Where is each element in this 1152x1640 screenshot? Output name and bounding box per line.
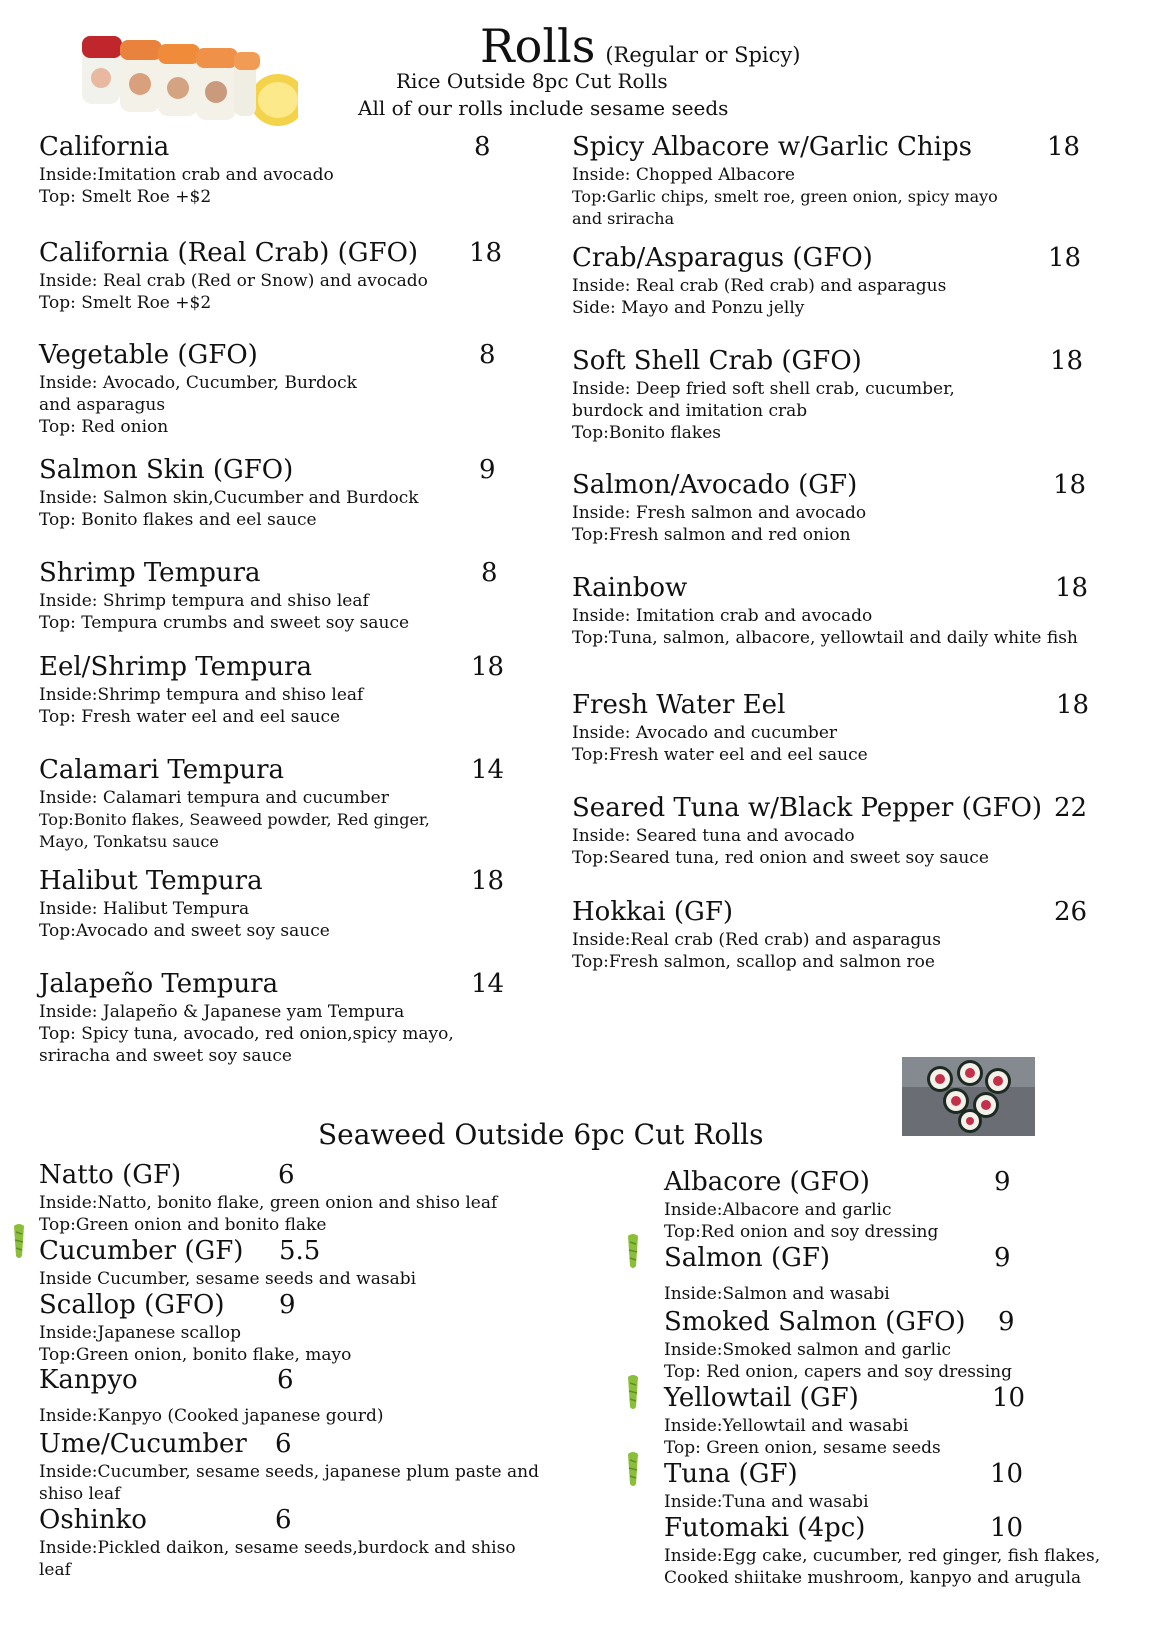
- menu-item-kanpyo: [39, 1365, 579, 1427]
- item-desc-line: burdock and imitation crab: [572, 401, 808, 421]
- item-name: Jalapeño Tempura: [39, 969, 279, 999]
- menu-item-soft-shell-crab: [572, 346, 1112, 444]
- item-price: 9: [998, 1307, 1015, 1337]
- item-desc-line: and asparagus: [39, 395, 166, 415]
- item-price: 10: [990, 1459, 1024, 1489]
- item-desc-line: Top:Fresh salmon and red onion: [572, 525, 851, 545]
- item-desc-line: Inside:Egg cake, cucumber, red ginger, fish flakes,: [664, 1546, 1101, 1566]
- menu-item-smoked-salmon: [664, 1307, 1124, 1383]
- item-price: 9: [994, 1243, 1011, 1273]
- item-desc-line: Inside:Real crab (Red crab) and asparagus: [572, 930, 941, 950]
- item-price: 8: [479, 340, 496, 370]
- item-desc-line: Inside:Salmon and wasabi: [664, 1284, 890, 1304]
- item-name: Vegetable (GFO): [39, 340, 258, 370]
- item-price: 5.5: [279, 1236, 321, 1266]
- item-desc-line: Inside: Fresh salmon and avocado: [572, 503, 867, 523]
- menu-item-seared-tuna: [572, 793, 1112, 869]
- menu-item-salmon: [664, 1243, 1124, 1305]
- item-name: California: [39, 132, 170, 162]
- item-desc-line: Top:Green onion, bonito flake, mayo: [39, 1345, 352, 1365]
- item-name: Natto (GF): [39, 1160, 182, 1190]
- item-desc-line: leaf: [39, 1560, 71, 1580]
- item-desc-line: Top: Tempura crumbs and sweet soy sauce: [39, 613, 410, 633]
- item-price: 9: [479, 455, 496, 485]
- item-name: Oshinko: [39, 1505, 147, 1535]
- item-desc-line: Inside: Halibut Tempura: [39, 899, 250, 919]
- item-desc-line: Top:Fresh water eel and eel sauce: [572, 745, 868, 765]
- item-name: Smoked Salmon (GFO): [664, 1307, 966, 1337]
- item-desc-line: Inside: Deep fried soft shell crab, cucumber,: [572, 379, 955, 399]
- item-name: Futomaki (4pc): [664, 1513, 866, 1543]
- item-price: 8: [481, 558, 498, 588]
- item-desc-line: Top: Fresh water eel and eel sauce: [39, 707, 341, 727]
- menu-item-salmon-avocado: [572, 470, 1112, 546]
- item-desc-line: Top:Avocado and sweet soy sauce: [39, 921, 330, 941]
- item-price: 6: [278, 1160, 295, 1190]
- item-name: Scallop (GFO): [39, 1290, 225, 1320]
- menu-item-futomaki: [664, 1513, 1144, 1589]
- item-desc-line: Inside:Kanpyo (Cooked japanese gourd): [39, 1406, 384, 1426]
- item-desc-line: Inside:Albacore and garlic: [664, 1200, 892, 1220]
- title-text: Rolls: [480, 19, 596, 73]
- item-price: 18: [469, 238, 503, 268]
- item-desc-line: Top: Red onion: [39, 417, 169, 437]
- menu-item-california: [39, 132, 499, 208]
- item-desc-line: Top:Garlic chips, smelt roe, green onion, spicy mayo: [572, 187, 998, 206]
- item-name: Crab/Asparagus (GFO): [572, 243, 873, 273]
- item-name: Tuna (GF): [664, 1459, 798, 1489]
- item-desc-line: Top: Red onion, capers and soy dressing: [664, 1362, 1013, 1382]
- item-desc-line: Inside Cucumber, sesame seeds and wasabi: [39, 1269, 417, 1289]
- item-name: Fresh Water Eel: [572, 690, 786, 720]
- wasabi-icon: [10, 1222, 28, 1260]
- item-desc-line: sriracha and sweet soy sauce: [39, 1046, 292, 1066]
- item-desc-line: and sriracha: [572, 209, 675, 228]
- item-name: Salmon (GF): [664, 1243, 831, 1273]
- item-desc-line: Inside: Jalapeño & Japanese yam Tempura: [39, 1002, 405, 1022]
- item-desc-line: Top:Bonito flakes, Seaweed powder, Red ginger,: [39, 810, 430, 829]
- menu-item-yellowtail: [664, 1383, 1124, 1459]
- item-desc-line: Inside: Avocado, Cucumber, Burdock: [39, 373, 357, 393]
- seaweed-section-title: Seaweed Outside 6pc Cut Rolls: [318, 1118, 764, 1151]
- item-desc-line: Inside: Real crab (Red or Snow) and avocado: [39, 271, 428, 291]
- item-desc-line: Top: Green onion, sesame seeds: [664, 1438, 941, 1458]
- menu-item-vegetable: [39, 340, 509, 438]
- item-desc-line: Inside:Yellowtail and wasabi: [664, 1416, 909, 1436]
- item-desc-line: Inside: Avocado and cucumber: [572, 723, 838, 743]
- item-name: Rainbow: [572, 573, 688, 603]
- item-desc-line: Inside:Natto, bonito flake, green onion and shiso leaf: [39, 1193, 498, 1213]
- item-name: Soft Shell Crab (GFO): [572, 346, 862, 376]
- wasabi-icon: [624, 1450, 642, 1488]
- item-name: Salmon Skin (GFO): [39, 455, 294, 485]
- item-price: 22: [1054, 793, 1088, 823]
- item-price: 6: [275, 1429, 292, 1459]
- item-desc-line: Inside: Chopped Albacore: [572, 165, 795, 185]
- menu-item-scallop: [39, 1290, 579, 1366]
- menu-item-albacore: [664, 1167, 1124, 1243]
- item-price: 6: [277, 1365, 294, 1395]
- header-line-1: Rice Outside 8pc Cut Rolls: [396, 69, 668, 93]
- title-subtitle: (Regular or Spicy): [605, 43, 801, 67]
- item-name: Seared Tuna w/Black Pepper (GFO): [572, 793, 1043, 823]
- item-desc-line: Inside: Real crab (Red crab) and asparagus: [572, 276, 947, 296]
- item-name: Kanpyo: [39, 1365, 138, 1395]
- menu-item-fresh-water-eel: [572, 690, 1112, 766]
- menu-item-spicy-albacore: [572, 132, 1112, 230]
- item-desc-line: shiso leaf: [39, 1484, 121, 1504]
- item-price: 18: [1047, 132, 1081, 162]
- item-price: 10: [992, 1383, 1026, 1413]
- item-desc-line: Inside:Tuna and wasabi: [664, 1492, 869, 1512]
- menu-item-salmon-skin: [39, 455, 509, 531]
- menu-item-crab-asparagus: [572, 243, 1112, 319]
- menu-item-tuna: [664, 1459, 1124, 1513]
- item-desc-line: Inside:Cucumber, sesame seeds, japanese plum paste and: [39, 1462, 539, 1482]
- menu-item-oshinko: [39, 1505, 599, 1581]
- item-name: Spicy Albacore w/Garlic Chips: [572, 132, 972, 162]
- item-desc-line: Top:Bonito flakes: [572, 423, 722, 443]
- menu-item-hokkai: [572, 897, 1112, 973]
- item-price: 18: [1048, 243, 1082, 273]
- item-name: Calamari Tempura: [39, 755, 285, 785]
- item-desc-line: Inside:Pickled daikon, sesame seeds,burdock and shiso: [39, 1538, 516, 1558]
- item-name: Salmon/Avocado (GF): [572, 470, 858, 500]
- item-name: Hokkai (GF): [572, 897, 734, 927]
- item-desc-line: Top:Red onion and soy dressing: [664, 1222, 939, 1242]
- item-desc-line: Top: Bonito flakes and eel sauce: [39, 510, 317, 530]
- item-desc-line: Inside:Imitation crab and avocado: [39, 165, 334, 185]
- item-name: Albacore (GFO): [664, 1167, 870, 1197]
- item-price: 6: [275, 1505, 292, 1535]
- item-desc-line: Inside: Shrimp tempura and shiso leaf: [39, 591, 369, 611]
- item-price: 9: [994, 1167, 1011, 1197]
- item-desc-line: Top:Seared tuna, red onion and sweet soy sauce: [572, 848, 989, 868]
- item-price: 18: [1056, 690, 1090, 720]
- item-name: Yellowtail (GF): [664, 1383, 859, 1413]
- item-desc-line: Inside:Japanese scallop: [39, 1323, 242, 1343]
- item-desc-line: Side: Mayo and Ponzu jelly: [572, 298, 805, 318]
- item-name: Ume/Cucumber: [39, 1429, 247, 1459]
- header-line-2: All of our rolls include sesame seeds: [358, 96, 729, 120]
- wasabi-icon: [624, 1232, 642, 1270]
- menu-item-ume-cucumber: [39, 1429, 599, 1505]
- item-desc-line: Inside: Salmon skin,Cucumber and Burdock: [39, 488, 419, 508]
- item-price: 18: [471, 866, 505, 896]
- menu-item-california-real-crab: [39, 238, 519, 314]
- item-price: 26: [1054, 897, 1088, 927]
- item-price: 18: [1055, 573, 1089, 603]
- item-name: Cucumber (GF): [39, 1236, 244, 1266]
- item-desc-line: Mayo, Tonkatsu sauce: [39, 832, 219, 851]
- item-desc-line: Top: Smelt Roe +$2: [39, 293, 212, 313]
- item-price: 18: [1053, 470, 1087, 500]
- item-desc-line: Top:Tuna, salmon, albacore, yellowtail and daily white fish: [572, 628, 1078, 648]
- menu-item-rainbow: [572, 573, 1132, 649]
- item-desc-line: Top: Smelt Roe +$2: [39, 187, 212, 207]
- item-desc-line: Inside: Calamari tempura and cucumber: [39, 788, 389, 808]
- item-desc-line: Inside:Smoked salmon and garlic: [664, 1340, 952, 1360]
- item-desc-line: Inside:Shrimp tempura and shiso leaf: [39, 685, 364, 705]
- menu-item-eel-shrimp-tempura: [39, 652, 509, 728]
- item-desc-line: Cooked shiitake mushroom, kanpyo and arugula: [664, 1568, 1082, 1588]
- item-price: 18: [1050, 346, 1084, 376]
- item-name: California (Real Crab) (GFO): [39, 238, 419, 268]
- item-desc-line: Top: Spicy tuna, avocado, red onion,spicy mayo,: [39, 1024, 454, 1044]
- maki-roll-photo: [902, 1057, 1035, 1136]
- item-desc-line: Top:Green onion and bonito flake: [39, 1215, 327, 1235]
- menu-item-halibut-tempura: [39, 866, 509, 942]
- menu-item-shrimp-tempura: [39, 558, 509, 634]
- item-desc-line: Inside: Seared tuna and avocado: [572, 826, 855, 846]
- item-price: 14: [471, 755, 505, 785]
- item-price: 9: [279, 1290, 296, 1320]
- wasabi-icon: [624, 1373, 642, 1411]
- item-price: 18: [471, 652, 505, 682]
- item-name: Eel/Shrimp Tempura: [39, 652, 312, 682]
- item-price: 10: [990, 1513, 1024, 1543]
- menu-item-jalapeno-tempura: [39, 969, 519, 1067]
- item-price: 8: [474, 132, 491, 162]
- menu-item-cucumber: [39, 1236, 579, 1290]
- menu-item-calamari-tempura: [39, 755, 509, 853]
- menu-item-natto: [39, 1160, 579, 1236]
- item-name: Shrimp Tempura: [39, 558, 261, 588]
- item-price: 14: [471, 969, 505, 999]
- item-name: Halibut Tempura: [39, 866, 263, 896]
- item-desc-line: Top:Fresh salmon, scallop and salmon roe: [572, 952, 935, 972]
- item-desc-line: Inside: Imitation crab and avocado: [572, 606, 873, 626]
- sushi-roll-photo: [78, 30, 298, 130]
